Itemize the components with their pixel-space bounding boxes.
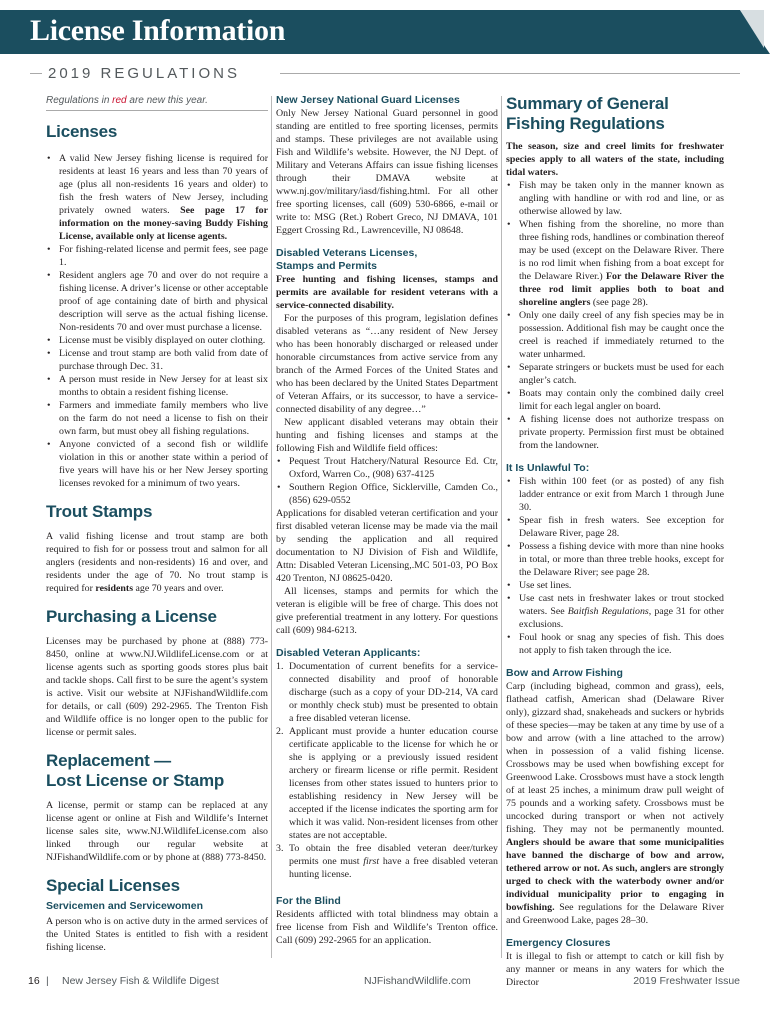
field-offices-list <box>276 455 498 507</box>
divider <box>280 73 740 74</box>
veterans-heading-line1: Disabled Veterans Licenses, <box>276 247 418 259</box>
page-footer <box>28 975 740 991</box>
unlawful-list <box>506 475 724 657</box>
list-item: 1. Documentation of current benefits for a service-connected disability and proof of honorable discharge (such as a copy of your DD-214, VA card or monthly check stub) must be presented to obtain a free disabled veteran license. <box>276 661 498 724</box>
replacement-heading-line1: Replacement — <box>46 751 171 770</box>
page-curl-shade <box>740 10 764 48</box>
issue-label: 2019 Freshwater Issue <box>633 975 740 987</box>
list-item: • Separate stringers or buckets must be used for each angler’s catch. <box>506 361 724 387</box>
summary-list <box>506 179 724 452</box>
list-item: • Boats may contain only the combined daily creel limit for each legal angler on board. <box>506 387 724 413</box>
list-item: • Possess a fishing device with more than nine hooks in total, or more than three treble hooks, except for the Delaware River; see page 28. <box>506 540 724 579</box>
section-label: 2019 REGULATIONS <box>48 65 240 82</box>
trout-stamps-heading: Trout Stamps <box>46 502 153 521</box>
list-item: • Southern Region Office, Sicklerville, Camden Co., (856) 629-0552 <box>276 481 498 507</box>
veterans-free-text: All licenses, stamps and permits for which the veteran is eligible will be free of charge. This does not give preferential treatment in any lottery. For questions call (609) 984-6213. <box>276 586 498 636</box>
list-item: • Anyone convicted of a second fish or wildlife violation in this or another state within a period of five years will have his or her New Jersey sporting licenses revoked for a minimum of two years. <box>46 438 268 490</box>
emergency-closures-text: It is illegal to fish or attempt to catch or kill fish by any manner or means in any waters for which the Director <box>506 951 724 988</box>
veterans-intro: Free hunting and fishing licenses, stamps and permits are available for resident veterans with a service-connected disability. <box>276 274 498 311</box>
national-guard-heading: New Jersey National Guard Licenses <box>276 94 460 106</box>
list-item: 2. Applicant must provide a hunter education course certificate applicable to the license for which he or she is applying or a previously issued resident archery or firearm license or rifle permit. Resident licenses from other states issued to hunters prior to establishing residency in New Jersey will be accepted if the license indicates the sporting arm for which it was valid. Non-resident licenses from other states are not acceptable. <box>276 726 498 841</box>
list-item: • For fishing-related license and permit fees, see page 1. <box>46 243 268 269</box>
page-number: 16 <box>28 975 40 987</box>
column-1 <box>46 94 268 954</box>
licenses-heading: Licenses <box>46 122 118 141</box>
list-item: • Fish within 100 feet (or as posted) of any fish ladder entrance or exit from March 1 through June 30. <box>506 475 724 514</box>
red-word: red <box>112 95 127 106</box>
veterans-offices-intro: New applicant disabled veterans may obtain their hunting and fishing licenses and stamps at the following Fish and Wildlife field offices: <box>276 417 498 454</box>
page-title: License Information <box>30 14 286 47</box>
servicemen-subheading: Servicemen and Servicewomen <box>46 900 203 912</box>
list-item: • Pequest Trout Hatchery/Natural Resource Ed. Ctr, Oxford, Warren Co., (908) 637-4125 <box>276 455 498 481</box>
purchasing-text: Licenses may be purchased by phone at (888) 773-8450, online at www.NJ.WildlifeLicense.com or at license agents such as sporting goods stores plus bait and tackle shops. Call first to be sure the agent’s system is active. Visit our website at NJFishandWildlife.com for details, or call (609) 292-2965. The Trenton Fish and Wildlife office is no longer open to the public for license or permit sales. <box>46 636 268 738</box>
servicemen-text: A person who is on active duty in the armed services of the United States is entitled to fish with a resident fishing license. <box>46 916 268 953</box>
bow-arrow-heading: Bow and Arrow Fishing <box>506 667 623 679</box>
website-label: NJFishandWildlife.com <box>364 975 471 987</box>
special-licenses-heading: Special Licenses <box>46 876 180 895</box>
replacement-heading-line2: Lost License or Stamp <box>46 771 225 790</box>
column-divider <box>271 96 272 958</box>
list-item: • License and trout stamp are both valid from date of purchase through Dec. 31. <box>46 347 268 373</box>
list-item: • A person must reside in New Jersey for at least six months to obtain a resident fishing license. <box>46 373 268 399</box>
applicants-heading: Disabled Veteran Applicants: <box>276 647 421 659</box>
list-item: • License must be visibly displayed on outer clothing. <box>46 334 268 347</box>
publication-name: New Jersey Fish & Wildlife Digest <box>62 975 219 987</box>
veterans-definition: For the purposes of this program, legislation defines disabled veterans as “…any resident of New Jersey who has been honorably discharged or released under honorable circumstances from active service from any branch of the Armed Forces of the United States and who has been declared by the United States Department of Veteran Affairs, or its successor, to have a service-connected disability of any degree…” <box>276 313 498 415</box>
veterans-mail-text: Applications for disabled veteran certification and your first disabled veteran license may be made via the mail by sending the application and all required documentation to NJ Division of Fish and Wildlife, Attn: Disabled Veteran Licensing,.MC 501-03, PO Box 420 Trenton, NJ 08625-0420. <box>276 508 498 584</box>
blind-text: Residents afflicted with total blindness may obtain a free license from Fish and Wildlife’s Trenton office. Call (609) 292-2965 for an application. <box>276 909 498 946</box>
licenses-list <box>46 152 268 490</box>
bow-arrow-text: Carp (including bighead, common and grass), eels, flathead catfish, American shad (Delaware River only), gizzard shad, snakeheads and suckers or hybrids of these species—may be taken at any time by use of a bow and arrow (with a line attached to the arrow) when in possession of a valid fishing license. Crossbows may be used when bowfishing except for Greenwood Lake. Crossbows must have a stock length of at least 25 inches, a minimum draw pull weight of 75 pounds and a working safety. Crossbows must be uncocked during transport or when not actively fishing. They may not be permanently mounted. Anglers should be aware that some municipalities have banned the discharge of bow and arrow, tethered arrow or not. As such, anglers are strongly urged to check with the waterbody owner and/or individual municipality prior to engaging in bowfishing. See regulations for the Delaware River and Greenwood Lake, pages 28–30. <box>506 681 724 926</box>
column-3 <box>506 94 724 989</box>
emergency-closures-heading: Emergency Closures <box>506 937 611 949</box>
list-item: • A fishing license does not authorize trespass on private property. Permission first must be obtained from the landowner. <box>506 413 724 452</box>
summary-intro: The season, size and creel limits for freshwater species apply to all waters of the state, including tidal waters. <box>506 141 724 178</box>
list-item: • Resident anglers age 70 and over do not require a fishing license. A driver’s license or other acceptable proof of age containing date of birth and physical description will serve as the actual fishing license. Non-residents 70 and over must purchase a license. <box>46 269 268 334</box>
trout-stamps-text: A valid fishing license and trout stamp are both required to fish for or possess trout and salmon for all anglers (residents and non-residents) 16 and over, and residents under the age of 70. No trout stamp is required for residents age 70 years and over. <box>46 531 268 594</box>
section-banner <box>30 64 740 84</box>
list-item: • Spear fish in fresh waters. See exception for Delaware River, page 28. <box>506 514 724 540</box>
list-item: • Foul hook or snag any species of fish. This does not apply to fish taken through the ice. <box>506 631 724 657</box>
title-bar <box>0 10 770 54</box>
list-item: • Fish may be taken only in the manner known as angling with handline or with rod and line, or as otherwise allowed by law. <box>506 179 724 218</box>
list-item: • When fishing from the shoreline, no more than three fishing rods, handlines or combination thereof may be used (except on the Delaware River. There is no rod limit when fishing from a boat except for the Delaware River.) For the Delaware River the three rod limit applies both to boat and shoreline anglers (see page 28). <box>506 218 724 309</box>
list-item: 3. To obtain the free disabled veteran deer/turkey permits one must first have a free disabled veteran hunting license. <box>276 843 498 880</box>
new-regulations-note: Regulations in red are new this year. <box>46 94 268 111</box>
summary-heading-line2: Fishing Regulations <box>506 114 665 133</box>
list-item: • Use cast nets in freshwater lakes or trout stocked waters. See Baitfish Regulations, page 31 for other exclusions. <box>506 592 724 631</box>
column-2 <box>276 94 498 947</box>
unlawful-heading: It Is Unlawful To: <box>506 462 590 474</box>
footer-separator: | <box>46 975 49 987</box>
list-item: • Use set lines. <box>506 579 724 592</box>
list-item: • Farmers and immediate family members who live on the farm do not need a license to fish on their own farm, but must obey all fishing regulations. <box>46 399 268 438</box>
purchasing-heading: Purchasing a License <box>46 607 217 626</box>
applicants-list <box>276 660 498 881</box>
national-guard-text: Only New Jersey National Guard personnel in good standing are entitled to free sporting licenses, permits and stamps. These privileges are not available using Fish and Wildlife’s website. However, the NJ Dept. of Military and Veterans Affairs can issue fishing licenses through their DMAVA website at www.nj.gov/military/iasd/fishing.html. For all other free sporting licenses, call (609) 530-6866, e-mail or write to: MSG (Ret.) Robert Greco, NJ DMAVA, 101 Eggert Crossing Rd., Lawrenceville, NJ 08648. <box>276 108 498 236</box>
column-divider <box>501 96 502 958</box>
replacement-text: A license, permit or stamp can be replaced at any license agent or online at Fish and Wildlife’s Internet license sales site, www.NJ.WildlifeLicense.com also linked through our regular website at NJFishandWildlife.com or by phone at (888) 773-8450. <box>46 800 268 863</box>
list-item: • A valid New Jersey fishing license is required for residents at least 16 years and less than 70 years of age (plus all non-residents 16 years and older) to fish the fresh waters of New Jersey, including privately owned waters. See page 17 for information on the money-saving Buddy Fishing License, available only at license agents. <box>46 152 268 243</box>
divider <box>30 73 42 74</box>
summary-heading-line1: Summary of General <box>506 94 669 113</box>
list-item: • Only one daily creel of any fish species may be in possession. Additional fish may be caught once the creel is reached if immediately returned to the water unharmed. <box>506 309 724 361</box>
veterans-heading-line2: Stamps and Permits <box>276 260 377 272</box>
blind-heading: For the Blind <box>276 895 341 907</box>
